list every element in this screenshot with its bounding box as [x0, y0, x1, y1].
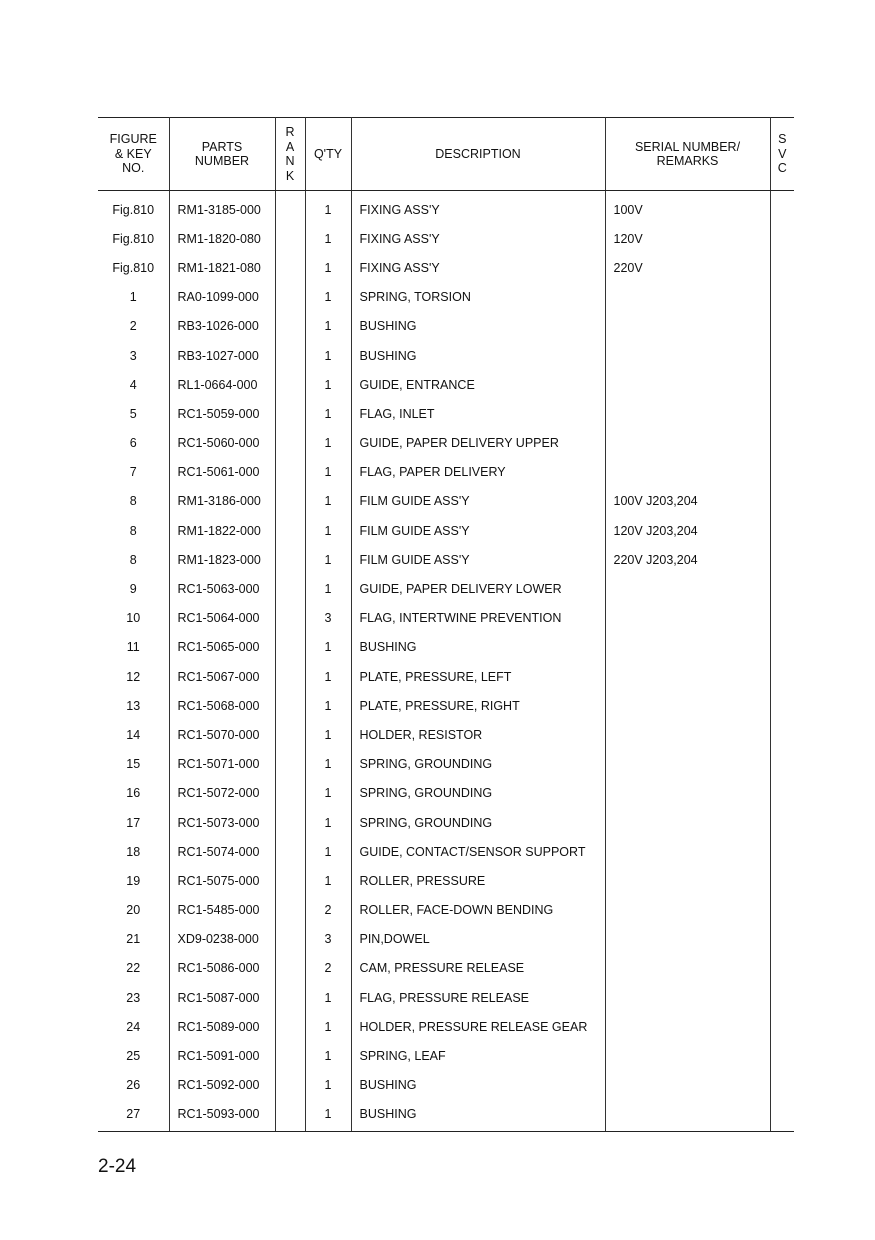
rank-cell — [275, 545, 305, 574]
figure-key-cell: 3 — [98, 341, 169, 370]
rank-cell — [275, 983, 305, 1012]
figure-key-cell: Fig.810 — [98, 191, 169, 225]
remarks-cell — [605, 662, 770, 691]
rank-cell — [275, 1071, 305, 1100]
figure-key-cell: 21 — [98, 925, 169, 954]
description-cell: FIXING ASS'Y — [351, 224, 605, 253]
qty-cell: 2 — [305, 896, 351, 925]
qty-cell: 1 — [305, 633, 351, 662]
svc-cell — [770, 399, 794, 428]
rank-cell — [275, 224, 305, 253]
svc-cell — [770, 487, 794, 516]
part-number-cell: RC1-5064-000 — [169, 604, 275, 633]
table-row — [98, 458, 794, 487]
table-body — [98, 191, 794, 1132]
part-number-cell: RC1-5060-000 — [169, 429, 275, 458]
qty-cell: 1 — [305, 312, 351, 341]
qty-cell: 2 — [305, 954, 351, 983]
svc-cell — [770, 516, 794, 545]
remarks-cell: 220V J203,204 — [605, 545, 770, 574]
description-cell: BUSHING — [351, 1071, 605, 1100]
part-number-cell: RC1-5091-000 — [169, 1041, 275, 1070]
header-svc: S V C — [770, 118, 794, 191]
figure-key-cell: 18 — [98, 837, 169, 866]
part-number-cell: RB3-1027-000 — [169, 341, 275, 370]
description-cell: SPRING, LEAF — [351, 1041, 605, 1070]
remarks-cell — [605, 574, 770, 603]
table-row — [98, 983, 794, 1012]
description-cell: FLAG, INLET — [351, 399, 605, 428]
qty-cell: 1 — [305, 545, 351, 574]
remarks-cell — [605, 837, 770, 866]
description-cell: GUIDE, PAPER DELIVERY LOWER — [351, 574, 605, 603]
table-row — [98, 720, 794, 749]
remarks-cell — [605, 896, 770, 925]
qty-cell: 1 — [305, 808, 351, 837]
rank-cell — [275, 1041, 305, 1070]
rank-cell — [275, 458, 305, 487]
qty-cell: 1 — [305, 837, 351, 866]
remarks-cell — [605, 1100, 770, 1132]
header-figure-key-no: FIGURE & KEY NO. — [98, 118, 169, 191]
parts-table — [98, 117, 794, 1132]
qty-cell: 1 — [305, 691, 351, 720]
part-number-cell: RL1-0664-000 — [169, 370, 275, 399]
svc-cell — [770, 837, 794, 866]
part-number-cell: RM1-1820-080 — [169, 224, 275, 253]
table-row — [98, 370, 794, 399]
header-description: DESCRIPTION — [351, 118, 605, 191]
remarks-cell — [605, 866, 770, 895]
qty-cell: 3 — [305, 604, 351, 633]
rank-cell — [275, 574, 305, 603]
rank-cell — [275, 516, 305, 545]
description-cell: SPRING, GROUNDING — [351, 750, 605, 779]
description-cell: ROLLER, PRESSURE — [351, 866, 605, 895]
table-row — [98, 545, 794, 574]
qty-cell: 1 — [305, 458, 351, 487]
rank-cell — [275, 283, 305, 312]
table-row — [98, 691, 794, 720]
part-number-cell: RC1-5071-000 — [169, 750, 275, 779]
qty-cell: 3 — [305, 925, 351, 954]
part-number-cell: RM1-1821-080 — [169, 253, 275, 282]
table-row — [98, 224, 794, 253]
qty-cell: 1 — [305, 516, 351, 545]
remarks-cell — [605, 925, 770, 954]
qty-cell: 1 — [305, 866, 351, 895]
table-row — [98, 283, 794, 312]
table-row — [98, 574, 794, 603]
rank-cell — [275, 691, 305, 720]
figure-key-cell: Fig.810 — [98, 224, 169, 253]
description-cell: PLATE, PRESSURE, LEFT — [351, 662, 605, 691]
table-row — [98, 1100, 794, 1132]
remarks-cell — [605, 779, 770, 808]
qty-cell: 1 — [305, 574, 351, 603]
figure-key-cell: 9 — [98, 574, 169, 603]
table-row — [98, 1012, 794, 1041]
part-number-cell: RM1-3185-000 — [169, 191, 275, 225]
qty-cell: 1 — [305, 1100, 351, 1132]
description-cell: GUIDE, CONTACT/SENSOR SUPPORT — [351, 837, 605, 866]
description-cell: FLAG, PAPER DELIVERY — [351, 458, 605, 487]
svc-cell — [770, 1100, 794, 1132]
remarks-cell — [605, 691, 770, 720]
figure-key-cell: 2 — [98, 312, 169, 341]
qty-cell: 1 — [305, 750, 351, 779]
description-cell: HOLDER, RESISTOR — [351, 720, 605, 749]
rank-cell — [275, 370, 305, 399]
remarks-cell — [605, 429, 770, 458]
remarks-cell — [605, 720, 770, 749]
figure-key-cell: 25 — [98, 1041, 169, 1070]
remarks-cell — [605, 983, 770, 1012]
rank-cell — [275, 1100, 305, 1132]
page-number: 2-24 — [98, 1156, 137, 1177]
remarks-cell — [605, 604, 770, 633]
qty-cell: 1 — [305, 253, 351, 282]
figure-key-cell: 14 — [98, 720, 169, 749]
remarks-cell: 120V J203,204 — [605, 516, 770, 545]
rank-cell — [275, 604, 305, 633]
qty-cell: 1 — [305, 283, 351, 312]
figure-key-cell: 15 — [98, 750, 169, 779]
svc-cell — [770, 458, 794, 487]
part-number-cell: RC1-5092-000 — [169, 1071, 275, 1100]
description-cell: FLAG, PRESSURE RELEASE — [351, 983, 605, 1012]
description-cell: ROLLER, FACE-DOWN BENDING — [351, 896, 605, 925]
remarks-cell — [605, 1012, 770, 1041]
figure-key-cell: 5 — [98, 399, 169, 428]
rank-cell — [275, 191, 305, 225]
table-row — [98, 662, 794, 691]
qty-cell: 1 — [305, 224, 351, 253]
table-row — [98, 896, 794, 925]
table-row — [98, 633, 794, 662]
table-row — [98, 837, 794, 866]
qty-cell: 1 — [305, 1012, 351, 1041]
table-row — [98, 312, 794, 341]
qty-cell: 1 — [305, 662, 351, 691]
part-number-cell: RC1-5068-000 — [169, 691, 275, 720]
figure-key-cell: 27 — [98, 1100, 169, 1132]
description-cell: PIN,DOWEL — [351, 925, 605, 954]
part-number-cell: RC1-5485-000 — [169, 896, 275, 925]
description-cell: BUSHING — [351, 312, 605, 341]
qty-cell: 1 — [305, 429, 351, 458]
part-number-cell: RB3-1026-000 — [169, 312, 275, 341]
part-number-cell: RC1-5070-000 — [169, 720, 275, 749]
svc-cell — [770, 574, 794, 603]
table-row — [98, 1071, 794, 1100]
figure-key-cell: 10 — [98, 604, 169, 633]
figure-key-cell: 8 — [98, 487, 169, 516]
qty-cell: 1 — [305, 191, 351, 225]
description-cell: GUIDE, PAPER DELIVERY UPPER — [351, 429, 605, 458]
figure-key-cell: 7 — [98, 458, 169, 487]
part-number-cell: XD9-0238-000 — [169, 925, 275, 954]
table-row — [98, 516, 794, 545]
table-row — [98, 604, 794, 633]
remarks-cell — [605, 954, 770, 983]
description-cell: BUSHING — [351, 633, 605, 662]
part-number-cell: RC1-5065-000 — [169, 633, 275, 662]
rank-cell — [275, 779, 305, 808]
remarks-cell — [605, 283, 770, 312]
remarks-cell — [605, 458, 770, 487]
qty-cell: 1 — [305, 370, 351, 399]
table-row — [98, 808, 794, 837]
figure-key-cell: 1 — [98, 283, 169, 312]
svc-cell — [770, 429, 794, 458]
description-cell: FIXING ASS'Y — [351, 253, 605, 282]
qty-cell: 1 — [305, 1041, 351, 1070]
qty-cell: 1 — [305, 487, 351, 516]
table-row — [98, 253, 794, 282]
part-number-cell: RC1-5067-000 — [169, 662, 275, 691]
header-rank: R A N K — [275, 118, 305, 191]
description-cell: FLAG, INTERTWINE PREVENTION — [351, 604, 605, 633]
table-row — [98, 866, 794, 895]
description-cell: BUSHING — [351, 341, 605, 370]
description-cell: SPRING, GROUNDING — [351, 808, 605, 837]
rank-cell — [275, 1012, 305, 1041]
qty-cell: 1 — [305, 779, 351, 808]
table-row — [98, 341, 794, 370]
part-number-cell: RC1-5075-000 — [169, 866, 275, 895]
description-cell: SPRING, TORSION — [351, 283, 605, 312]
figure-key-cell: 24 — [98, 1012, 169, 1041]
svc-cell — [770, 283, 794, 312]
figure-key-cell: 8 — [98, 516, 169, 545]
parts-list-sheet — [98, 117, 794, 1132]
svc-cell — [770, 954, 794, 983]
svc-cell — [770, 691, 794, 720]
svc-cell — [770, 312, 794, 341]
svc-cell — [770, 662, 794, 691]
figure-key-cell: 19 — [98, 866, 169, 895]
figure-key-cell: 23 — [98, 983, 169, 1012]
table-row — [98, 399, 794, 428]
table-header-row — [98, 118, 794, 191]
rank-cell — [275, 633, 305, 662]
figure-key-cell: 8 — [98, 545, 169, 574]
rank-cell — [275, 837, 305, 866]
header-serial-remarks: SERIAL NUMBER/ REMARKS — [605, 118, 770, 191]
remarks-cell — [605, 750, 770, 779]
part-number-cell: RC1-5073-000 — [169, 808, 275, 837]
remarks-cell — [605, 633, 770, 662]
qty-cell: 1 — [305, 1071, 351, 1100]
figure-key-cell: 6 — [98, 429, 169, 458]
svc-cell — [770, 604, 794, 633]
figure-key-cell: 26 — [98, 1071, 169, 1100]
figure-key-cell: 20 — [98, 896, 169, 925]
table-row — [98, 487, 794, 516]
remarks-cell — [605, 312, 770, 341]
rank-cell — [275, 429, 305, 458]
svc-cell — [770, 191, 794, 225]
description-cell: HOLDER, PRESSURE RELEASE GEAR — [351, 1012, 605, 1041]
part-number-cell: RC1-5093-000 — [169, 1100, 275, 1132]
description-cell: FILM GUIDE ASS'Y — [351, 545, 605, 574]
qty-cell: 1 — [305, 341, 351, 370]
svc-cell — [770, 1071, 794, 1100]
description-cell: BUSHING — [351, 1100, 605, 1132]
table-row — [98, 954, 794, 983]
figure-key-cell: 16 — [98, 779, 169, 808]
rank-cell — [275, 925, 305, 954]
remarks-cell: 100V J203,204 — [605, 487, 770, 516]
rank-cell — [275, 253, 305, 282]
svc-cell — [770, 1041, 794, 1070]
remarks-cell — [605, 341, 770, 370]
rank-cell — [275, 954, 305, 983]
rank-cell — [275, 896, 305, 925]
header-qty: Q'TY — [305, 118, 351, 191]
figure-key-cell: 22 — [98, 954, 169, 983]
svc-cell — [770, 925, 794, 954]
table-row — [98, 750, 794, 779]
part-number-cell: RM1-1823-000 — [169, 545, 275, 574]
table-row — [98, 925, 794, 954]
svc-cell — [770, 720, 794, 749]
svc-cell — [770, 253, 794, 282]
part-number-cell: RC1-5059-000 — [169, 399, 275, 428]
table-row — [98, 1041, 794, 1070]
svc-cell — [770, 896, 794, 925]
remarks-cell: 100V — [605, 191, 770, 225]
qty-cell: 1 — [305, 983, 351, 1012]
svc-cell — [770, 370, 794, 399]
description-cell: GUIDE, ENTRANCE — [351, 370, 605, 399]
remarks-cell: 120V — [605, 224, 770, 253]
part-number-cell: RC1-5063-000 — [169, 574, 275, 603]
remarks-cell — [605, 1071, 770, 1100]
svc-cell — [770, 1012, 794, 1041]
rank-cell — [275, 866, 305, 895]
qty-cell: 1 — [305, 720, 351, 749]
qty-cell: 1 — [305, 399, 351, 428]
table-row — [98, 429, 794, 458]
part-number-cell: RC1-5061-000 — [169, 458, 275, 487]
svc-cell — [770, 545, 794, 574]
description-cell: FILM GUIDE ASS'Y — [351, 487, 605, 516]
svc-cell — [770, 341, 794, 370]
part-number-cell: RC1-5089-000 — [169, 1012, 275, 1041]
part-number-cell: RC1-5074-000 — [169, 837, 275, 866]
description-cell: SPRING, GROUNDING — [351, 779, 605, 808]
part-number-cell: RM1-1822-000 — [169, 516, 275, 545]
svc-cell — [770, 224, 794, 253]
svc-cell — [770, 633, 794, 662]
figure-key-cell: 13 — [98, 691, 169, 720]
rank-cell — [275, 312, 305, 341]
rank-cell — [275, 487, 305, 516]
svc-cell — [770, 866, 794, 895]
header-parts-number: PARTS NUMBER — [169, 118, 275, 191]
remarks-cell — [605, 370, 770, 399]
part-number-cell: RC1-5087-000 — [169, 983, 275, 1012]
figure-key-cell: 12 — [98, 662, 169, 691]
figure-key-cell: Fig.810 — [98, 253, 169, 282]
rank-cell — [275, 808, 305, 837]
rank-cell — [275, 720, 305, 749]
remarks-cell — [605, 1041, 770, 1070]
part-number-cell: RC1-5072-000 — [169, 779, 275, 808]
remarks-cell: 220V — [605, 253, 770, 282]
part-number-cell: RC1-5086-000 — [169, 954, 275, 983]
svc-cell — [770, 779, 794, 808]
svc-cell — [770, 808, 794, 837]
description-cell: FILM GUIDE ASS'Y — [351, 516, 605, 545]
description-cell: FIXING ASS'Y — [351, 191, 605, 225]
remarks-cell — [605, 808, 770, 837]
rank-cell — [275, 750, 305, 779]
part-number-cell: RA0-1099-000 — [169, 283, 275, 312]
svc-cell — [770, 983, 794, 1012]
description-cell: PLATE, PRESSURE, RIGHT — [351, 691, 605, 720]
remarks-cell — [605, 399, 770, 428]
description-cell: CAM, PRESSURE RELEASE — [351, 954, 605, 983]
svc-cell — [770, 750, 794, 779]
rank-cell — [275, 399, 305, 428]
figure-key-cell: 4 — [98, 370, 169, 399]
table-row — [98, 191, 794, 225]
rank-cell — [275, 341, 305, 370]
rank-cell — [275, 662, 305, 691]
table-row — [98, 779, 794, 808]
part-number-cell: RM1-3186-000 — [169, 487, 275, 516]
figure-key-cell: 11 — [98, 633, 169, 662]
figure-key-cell: 17 — [98, 808, 169, 837]
